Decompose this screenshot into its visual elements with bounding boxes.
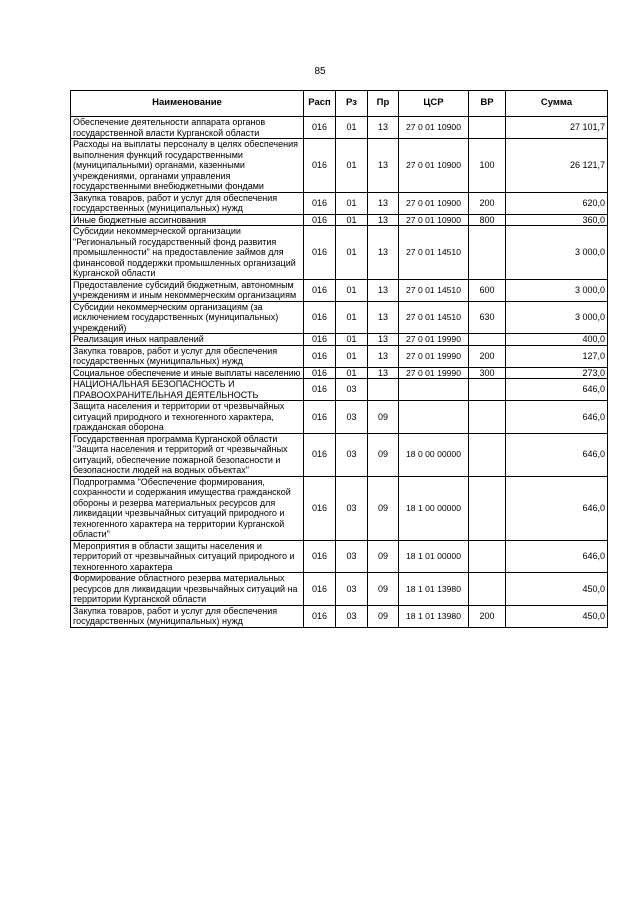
table-row [71, 301, 608, 334]
cell-csr: 27 0 01 19990 [399, 334, 469, 346]
cell-csr: 27 0 01 14510 [399, 301, 469, 334]
cell-rasp: 016 [304, 226, 336, 280]
cell-rasp: 016 [304, 279, 336, 301]
cell-csr: 27 0 01 10900 [399, 139, 469, 193]
cell-pr: 13 [368, 139, 399, 193]
cell-rasp: 016 [304, 192, 336, 214]
cell-csr: 18 1 01 13980 [399, 573, 469, 606]
table-row [71, 226, 608, 280]
cell-vr [469, 401, 506, 434]
cell-csr: 18 1 00 00000 [399, 476, 469, 540]
cell-csr: 18 1 01 00000 [399, 540, 469, 573]
cell-name: Субсидии некоммерческим организациям (за исключением государственных (муниципальных) учреждений) [71, 301, 304, 334]
cell-sum: 360,0 [506, 214, 608, 226]
cell-vr: 200 [469, 192, 506, 214]
cell-rz: 01 [336, 192, 368, 214]
cell-rz: 01 [336, 117, 368, 139]
cell-name: Государственная программа Курганской области "Защита населения и территорий от чрезвычайных ситуаций, обеспечение пожарной безопасности и безопасности людей на водных объектах" [71, 433, 304, 476]
table-row [71, 540, 608, 573]
cell-name: Субсидии некоммерческой организации "Региональный государственный фонд развития промышленности" на предоставление займов для финансовой поддержки промышленных организаций Курганской области [71, 226, 304, 280]
cell-csr: 27 0 01 19990 [399, 345, 469, 367]
cell-name: Обеспечение деятельности аппарата органов государственной власти Курганской области [71, 117, 304, 139]
cell-name: Реализация иных направлений [71, 334, 304, 346]
table-row [71, 139, 608, 193]
cell-pr: 09 [368, 476, 399, 540]
cell-vr: 200 [469, 605, 506, 627]
cell-rz: 01 [336, 301, 368, 334]
cell-name: Закупка товаров, работ и услуг для обеспечения государственных (муниципальных) нужд [71, 345, 304, 367]
budget-table [70, 90, 608, 628]
cell-vr [469, 540, 506, 573]
table-header-row [71, 91, 608, 117]
cell-csr: 27 0 01 19990 [399, 367, 469, 379]
cell-rasp: 016 [304, 379, 336, 401]
cell-rz: 03 [336, 476, 368, 540]
table-row [71, 334, 608, 346]
header-vr: ВР [469, 91, 506, 117]
cell-pr: 13 [368, 279, 399, 301]
cell-rz: 01 [336, 226, 368, 280]
page-number: 85 [314, 66, 326, 77]
cell-name: Закупка товаров, работ и услуг для обеспечения государственных (муниципальных) нужд [71, 605, 304, 627]
cell-sum: 450,0 [506, 605, 608, 627]
cell-rasp: 016 [304, 367, 336, 379]
table-row [71, 573, 608, 606]
cell-rz: 03 [336, 401, 368, 434]
cell-sum: 646,0 [506, 433, 608, 476]
cell-pr: 13 [368, 226, 399, 280]
cell-name: Расходы на выплаты персоналу в целях обеспечения выполнения функций государственными (муниципальными) органами, казенными учреждениями, органами управления государственными внебюджетными фондами [71, 139, 304, 193]
table-row [71, 117, 608, 139]
cell-rasp: 016 [304, 214, 336, 226]
cell-rasp: 016 [304, 334, 336, 346]
cell-name: Иные бюджетные ассигнования [71, 214, 304, 226]
cell-pr: 09 [368, 401, 399, 434]
cell-vr [469, 476, 506, 540]
cell-sum: 646,0 [506, 476, 608, 540]
table-body [71, 117, 608, 628]
cell-rasp: 016 [304, 401, 336, 434]
table-row [71, 192, 608, 214]
cell-rz: 03 [336, 433, 368, 476]
cell-pr: 13 [368, 214, 399, 226]
header-name: Наименование [71, 91, 304, 117]
header-csr: ЦСР [399, 91, 469, 117]
cell-vr [469, 226, 506, 280]
cell-csr [399, 379, 469, 401]
cell-sum: 450,0 [506, 573, 608, 606]
cell-sum: 27 101,7 [506, 117, 608, 139]
cell-pr: 13 [368, 301, 399, 334]
cell-vr: 800 [469, 214, 506, 226]
table-row [71, 433, 608, 476]
cell-rasp: 016 [304, 476, 336, 540]
cell-vr [469, 379, 506, 401]
cell-csr: 27 0 01 14510 [399, 279, 469, 301]
cell-pr: 13 [368, 192, 399, 214]
table-row [71, 605, 608, 627]
table-row [71, 367, 608, 379]
cell-vr [469, 117, 506, 139]
cell-rasp: 016 [304, 573, 336, 606]
cell-sum: 646,0 [506, 379, 608, 401]
cell-name: Закупка товаров, работ и услуг для обеспечения государственных (муниципальных) нужд [71, 192, 304, 214]
cell-name: Социальное обеспечение и иные выплаты населению [71, 367, 304, 379]
cell-csr: 27 0 01 10900 [399, 192, 469, 214]
cell-name: Защита населения и территории от чрезвычайных ситуаций природного и техногенного характера, гражданская оборона [71, 401, 304, 434]
cell-pr: 13 [368, 117, 399, 139]
cell-csr: 27 0 01 10900 [399, 214, 469, 226]
cell-name: Мероприятия в области защиты населения и территорий от чрезвычайных ситуаций природного и техногенного характера [71, 540, 304, 573]
table-row [71, 379, 608, 401]
cell-rz: 01 [336, 345, 368, 367]
cell-rz: 03 [336, 379, 368, 401]
cell-sum: 26 121,7 [506, 139, 608, 193]
cell-rasp: 016 [304, 605, 336, 627]
cell-sum: 646,0 [506, 401, 608, 434]
cell-vr: 200 [469, 345, 506, 367]
cell-sum: 3 000,0 [506, 226, 608, 280]
cell-pr [368, 379, 399, 401]
cell-rz: 01 [336, 334, 368, 346]
cell-sum: 127,0 [506, 345, 608, 367]
cell-rz: 03 [336, 605, 368, 627]
cell-rasp: 016 [304, 433, 336, 476]
table-row [71, 345, 608, 367]
cell-vr: 100 [469, 139, 506, 193]
header-pr: Пр [368, 91, 399, 117]
cell-rasp: 016 [304, 345, 336, 367]
cell-rz: 03 [336, 573, 368, 606]
cell-rasp: 016 [304, 540, 336, 573]
cell-vr: 600 [469, 279, 506, 301]
cell-pr: 09 [368, 573, 399, 606]
cell-rz: 03 [336, 540, 368, 573]
header-sum: Сумма [506, 91, 608, 117]
cell-csr: 27 0 01 14510 [399, 226, 469, 280]
cell-csr: 18 1 01 13980 [399, 605, 469, 627]
cell-name: НАЦИОНАЛЬНАЯ БЕЗОПАСНОСТЬ И ПРАВООХРАНИТЕЛЬНАЯ ДЕЯТЕЛЬНОСТЬ [71, 379, 304, 401]
cell-rasp: 016 [304, 139, 336, 193]
table-row [71, 279, 608, 301]
cell-name: Формирование областного резерва материальных ресурсов для ликвидации чрезвычайных ситуаций на территории Курганской области [71, 573, 304, 606]
cell-sum: 273,0 [506, 367, 608, 379]
cell-sum: 400,0 [506, 334, 608, 346]
cell-pr: 13 [368, 367, 399, 379]
cell-sum: 646,0 [506, 540, 608, 573]
cell-pr: 09 [368, 605, 399, 627]
cell-rz: 01 [336, 367, 368, 379]
cell-sum: 3 000,0 [506, 301, 608, 334]
cell-name: Предоставление субсидий бюджетным, автономным учреждениям и иным некоммерческим организациям [71, 279, 304, 301]
cell-vr [469, 334, 506, 346]
cell-sum: 3 000,0 [506, 279, 608, 301]
cell-vr [469, 433, 506, 476]
cell-rz: 01 [336, 279, 368, 301]
cell-rz: 01 [336, 214, 368, 226]
table-row [71, 214, 608, 226]
table-row [71, 401, 608, 434]
cell-rz: 01 [336, 139, 368, 193]
table-row [71, 476, 608, 540]
cell-sum: 620,0 [506, 192, 608, 214]
header-rz: Рз [336, 91, 368, 117]
cell-csr: 27 0 01 10900 [399, 117, 469, 139]
cell-csr: 18 0 00 00000 [399, 433, 469, 476]
cell-name: Подпрограмма "Обеспечение формирования, сохранности и содержания имущества гражданской обороны и резерва материальных ресурсов для ликвидации чрезвычайных ситуаций природного и техногенного характера на территории Курганской области" [71, 476, 304, 540]
cell-pr: 09 [368, 540, 399, 573]
cell-vr [469, 573, 506, 606]
cell-pr: 13 [368, 345, 399, 367]
cell-rasp: 016 [304, 301, 336, 334]
cell-csr [399, 401, 469, 434]
cell-pr: 13 [368, 334, 399, 346]
cell-vr: 300 [469, 367, 506, 379]
cell-rasp: 016 [304, 117, 336, 139]
header-rasp: Расп [304, 91, 336, 117]
cell-vr: 630 [469, 301, 506, 334]
cell-pr: 09 [368, 433, 399, 476]
